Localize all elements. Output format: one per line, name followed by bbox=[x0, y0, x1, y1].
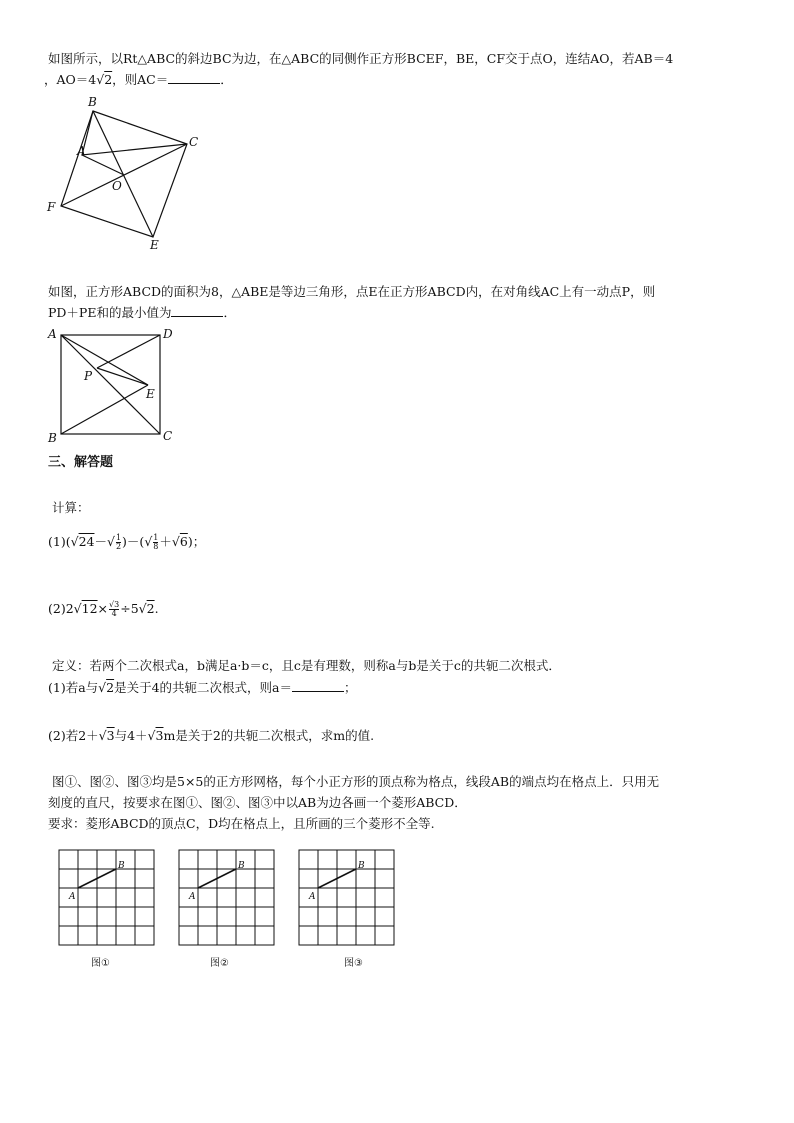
q4-p1-b: 是关于4的共轭二次根式，则a＝ bbox=[114, 680, 292, 695]
q3-p2-a: (2)2 bbox=[48, 601, 74, 616]
label-B: B bbox=[238, 861, 245, 871]
q4-p2-radicand1: 3 bbox=[106, 728, 115, 743]
q2-text-b: ． bbox=[223, 305, 236, 320]
q1-line1: 如图所示，以Rt△ABC的斜边BC为边，在△ABC的同侧作正方形BCEF，BE，CF交于点O，连结AO，若AB＝4 bbox=[48, 51, 674, 66]
q1-text-c: ． bbox=[220, 72, 233, 87]
sqrt-symbol: √ bbox=[171, 534, 180, 549]
q2-line1: 如图，正方形ABCD的面积为8，△ABE是等边三角形，点E在正方形ABCD内，在对角线AC上有一动点P，则 bbox=[48, 284, 656, 299]
sqrt-symbol: √ bbox=[98, 680, 107, 695]
q3-p2-radicand2: 2 bbox=[146, 601, 155, 616]
sqrt-symbol: √ bbox=[144, 534, 153, 549]
q3-p2-c: ÷5 bbox=[120, 601, 139, 616]
q4-p1-c: ； bbox=[344, 680, 357, 695]
q1-text-a: ，AO＝4 bbox=[44, 72, 97, 87]
q4-p2-c: m是关于2的共轭二次根式，求m的值. bbox=[163, 728, 375, 743]
grid-figure-2 bbox=[179, 850, 275, 946]
label-P: P bbox=[84, 369, 93, 383]
q4-p2-a: (2)若2＋ bbox=[48, 728, 99, 743]
sqrt-symbol: √ bbox=[73, 601, 82, 616]
label-B: B bbox=[48, 431, 57, 445]
sqrt-symbol: √ bbox=[70, 534, 79, 549]
label-F: F bbox=[47, 200, 56, 214]
denominator: 4 bbox=[109, 609, 119, 618]
q4-p1-a: (1)若a与 bbox=[48, 680, 99, 695]
q1-radicand: 2 bbox=[104, 72, 113, 87]
grid-figure-1 bbox=[59, 850, 155, 946]
q3-p1-d: ＋ bbox=[159, 534, 172, 549]
label-B: B bbox=[88, 95, 97, 109]
q4-p2-b: 与4＋ bbox=[114, 728, 148, 743]
fraction-sqrt3-4 bbox=[109, 601, 119, 618]
caption-figure-3: 图③ bbox=[344, 958, 363, 969]
label-D: D bbox=[163, 327, 173, 341]
q3-part2 bbox=[48, 600, 159, 618]
denominator: 2 bbox=[115, 542, 122, 551]
grid-figure-3 bbox=[299, 850, 395, 946]
label-A: A bbox=[309, 892, 316, 902]
label-A: A bbox=[189, 892, 196, 902]
label-C: C bbox=[163, 429, 173, 443]
label-B: B bbox=[358, 861, 365, 871]
fraction-1-8 bbox=[153, 534, 158, 551]
q3-p1-e: )； bbox=[187, 534, 206, 549]
numerator: 1 bbox=[115, 533, 122, 542]
caption-figure-1: 图① bbox=[91, 958, 110, 969]
q2-figure bbox=[0, 0, 794, 450]
q3-p2-b: × bbox=[97, 601, 109, 616]
q4-p1-radicand: 2 bbox=[106, 680, 115, 695]
label-O: O bbox=[112, 179, 122, 193]
section-heading: 三、解答题 bbox=[48, 455, 114, 470]
q5-line3: 要求：菱形ABCD的顶点C，D均在格点上，且所画的三个菱形不全等. bbox=[48, 816, 435, 831]
sqrt-symbol: √ bbox=[96, 72, 105, 87]
q3-p1-radicand1: 24 bbox=[78, 534, 95, 549]
sqrt-symbol: √ bbox=[98, 728, 107, 743]
q3-intro: 计算： bbox=[52, 500, 90, 515]
label-A: A bbox=[77, 144, 86, 158]
label-C: C bbox=[189, 135, 199, 149]
label-E: E bbox=[150, 238, 159, 252]
q2-text-a: PD＋PE和的最小值为 bbox=[48, 305, 172, 320]
q3-part1 bbox=[48, 533, 205, 551]
sqrt-symbol: √ bbox=[138, 601, 147, 616]
sqrt-symbol: √ bbox=[147, 728, 156, 743]
label-B: B bbox=[118, 861, 125, 871]
answer-blank[interactable] bbox=[292, 679, 344, 692]
caption-figure-2: 图② bbox=[210, 958, 229, 969]
label-A: A bbox=[48, 327, 57, 341]
q4-part2 bbox=[48, 727, 374, 745]
segment-AE bbox=[61, 335, 148, 385]
q3-p1-c: )－( bbox=[122, 534, 145, 549]
label-A: A bbox=[69, 892, 76, 902]
numerator: √3 bbox=[109, 600, 120, 609]
q4-definition: 定义：若两个二次根式a，b满足a·b＝c，且c是有理数，则称a与b是关于c的共轭二次根式． bbox=[52, 658, 561, 673]
q1-text-b: ，则AC＝ bbox=[112, 72, 169, 87]
q4-part1 bbox=[48, 679, 357, 697]
q4-p2-radicand2: 3 bbox=[155, 728, 164, 743]
q3-p2-radicand1: 12 bbox=[81, 601, 98, 616]
q5-line1: 图①、图②、图③均是5×5的正方形网格，每个小正方形的顶点称为格点，线段AB的端点均在格点上．只用无 bbox=[52, 774, 660, 789]
sqrt-symbol: √ bbox=[106, 534, 115, 549]
numerator: 1 bbox=[153, 533, 159, 542]
q3-p1-radicand2: 6 bbox=[179, 534, 188, 549]
q3-p1-b: － bbox=[94, 534, 107, 549]
segment-PD bbox=[97, 335, 160, 368]
q3-p2-d: . bbox=[154, 601, 159, 616]
q3-p1-a: (1)( bbox=[48, 534, 71, 549]
fraction-1-2 bbox=[116, 534, 121, 551]
q5-line2: 刻度的直尺，按要求在图①、图②、图③中以AB为边各画一个菱形ABCD． bbox=[48, 795, 467, 810]
denominator: 8 bbox=[153, 542, 159, 551]
label-E: E bbox=[146, 387, 155, 401]
